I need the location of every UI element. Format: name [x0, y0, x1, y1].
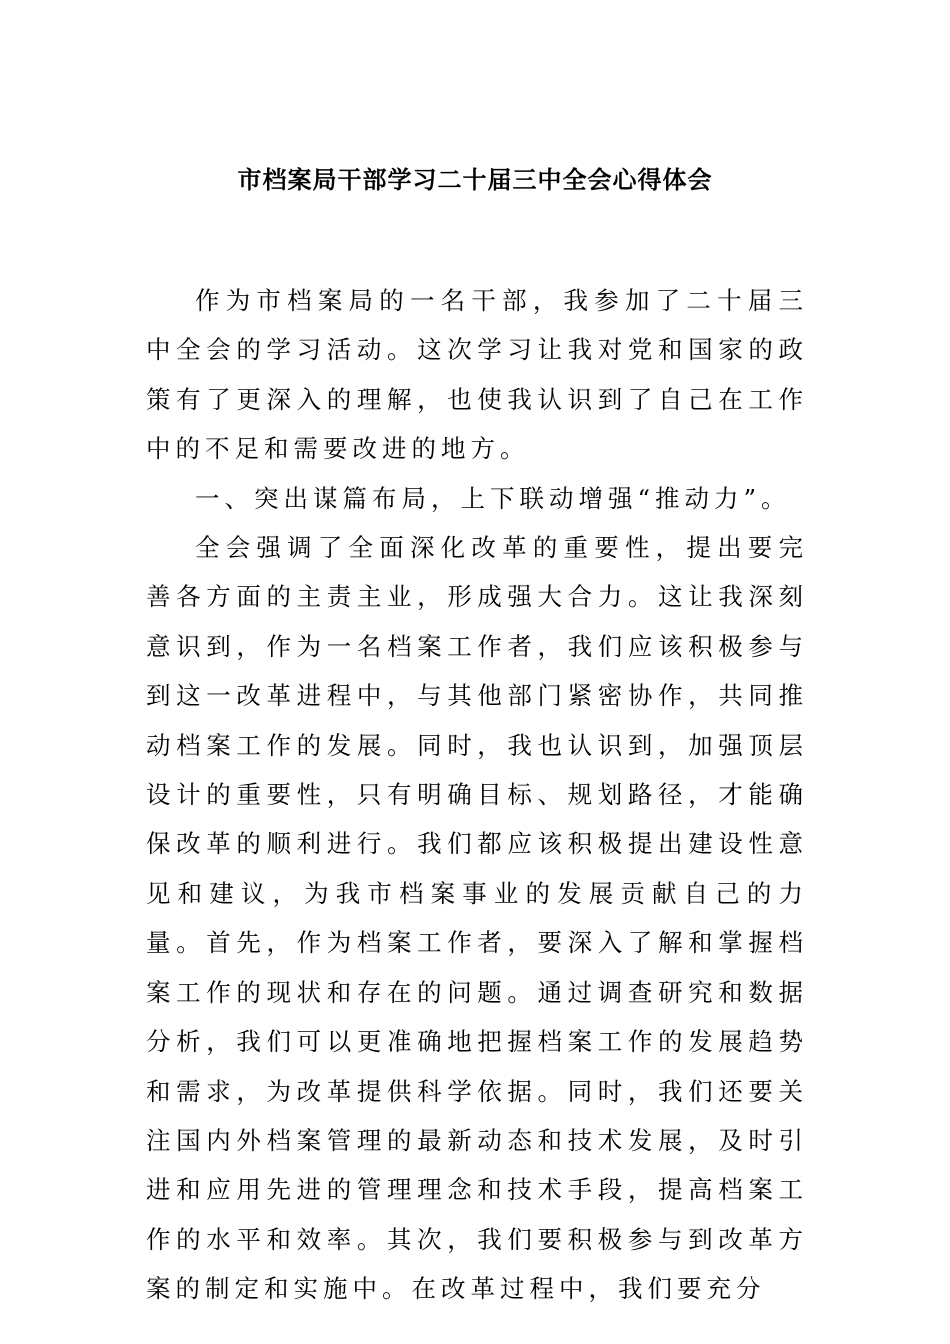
document-title: 市档案局干部学习二十届三中全会心得体会 — [237, 166, 713, 194]
section-heading: 一、突出谋篇布局，上下联动增强“推动力”。 — [195, 483, 791, 513]
body-paragraph: 全会强调了全面深化改革的重要性，提出要完善各方面的主责主业，形成强大合力。这让我深刻意识到，作为一名档案工作者，我们应该积极参与到这一改革进程中，与其他部门紧密协作，共同推动档案工作的发展。同时，我也认识到，加强顶层设计的重要性，只有明确目标、规划路径，才能确保改革的顺利进行。我们都应该积极提出建设性意见和建议，为我市档案事业的发展贡献自己的力量。首先，作为档案工作者，要深入了解和掌握档案工作的现状和存在的问题。通过调查研究和数据分析，我们可以更准确地把握档案工作的发展趋势和需求，为改革提供科学依据。同时，我们还要关注国内外档案管理的最新动态和技术发展，及时引进和应用先进的管理理念和技术手段，提高档案工作的水平和效率。其次，我们要积极参与到改革方案的制定和实施中。在改革过程中，我们要充分 — [146, 533, 808, 1304]
intro-paragraph: 作为市档案局的一名干部，我参加了二十届三中全会的学习活动。这次学习让我对党和国家的政策有了更深入的理解，也使我认识到了自己在工作中的不足和需要改进的地方。 — [146, 286, 808, 464]
document-body — [146, 276, 808, 1314]
